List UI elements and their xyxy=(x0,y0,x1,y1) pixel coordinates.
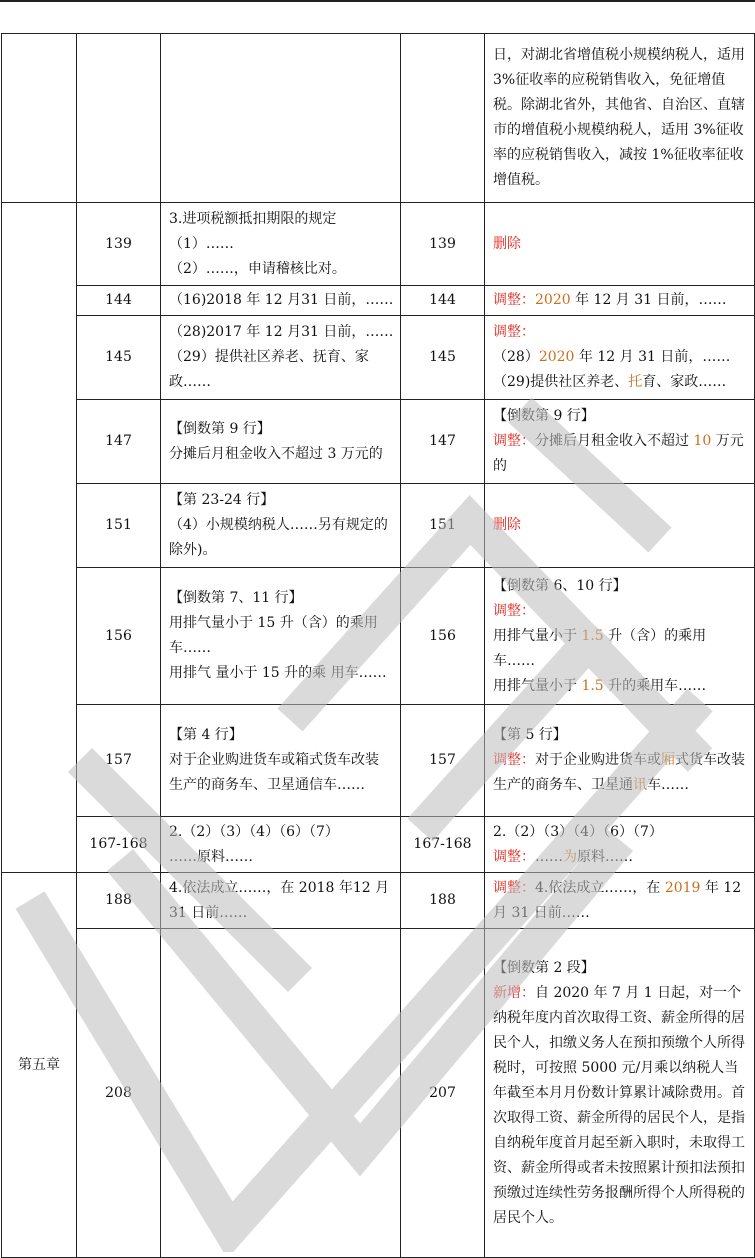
new-page-cell: 145 xyxy=(401,316,485,400)
old-line: 用排气 量小于 15 升的乘 用车…… xyxy=(169,665,387,681)
errata-table xyxy=(1,33,755,1258)
table-row xyxy=(2,286,755,316)
changed-value: 为 xyxy=(563,848,577,865)
old-page-cell: 147 xyxy=(77,400,161,484)
old-page-cell: 144 xyxy=(77,286,161,316)
new-line: （29)提供社区养老、 xyxy=(493,374,629,390)
changed-value: 2020 xyxy=(535,292,571,308)
new-text-cell xyxy=(485,929,755,1258)
changed-value: 10 xyxy=(693,433,712,449)
new-line: 自 2020 年 7 月 1 日起，对一个纳税年度内首次取得工资、薪金所得的居民个人，扣缴义务人在预扣预缴个人所得税时，可按照 5000 元/月乘以纳税人当年截至本月月份数计算累计减除费用。首次取得工资、薪金所得的居民个人，是指自纳税年度首月起至新入职时，未取得工资、薪金所得或者未按照累计预扣法预扣预缴过连续性劳务报酬所得个人所得税的居民个人。 xyxy=(493,984,745,1226)
old-line: 用排气量小于 15 升（含）的乘用车…… xyxy=(169,615,378,656)
table-row xyxy=(2,484,755,568)
adjust-label: 调整： xyxy=(493,879,535,896)
old-text-cell xyxy=(161,203,401,286)
delete-mark: 删除 xyxy=(493,517,521,533)
new-page-cell: 157 xyxy=(401,705,485,817)
new-heading: 【倒数第 2 段】 xyxy=(493,959,595,976)
old-text-cell xyxy=(161,705,401,817)
new-text-cell xyxy=(485,705,755,817)
changed-value: 2019 xyxy=(664,879,701,896)
old-page-cell: 151 xyxy=(77,484,161,568)
new-line: 育、家政…… xyxy=(642,374,727,390)
chapter-cell-prev xyxy=(2,34,77,203)
top-rule xyxy=(0,0,755,2)
changed-value: 厢 xyxy=(661,752,675,768)
new-page-cell: 188 xyxy=(401,873,485,929)
new-line: 用排气量小于 xyxy=(493,677,582,694)
old-text-cell xyxy=(161,568,401,705)
delete-mark: 删除 xyxy=(493,235,521,252)
old-text-cell xyxy=(161,286,401,316)
adjust-label: 调整： xyxy=(493,324,535,340)
old-page-cell: 139 xyxy=(77,203,161,286)
new-text: 日，对湖北省增值税小规模纳税人，适用 3%征收率的应税销售收入，免征增值税。除湖北省外，其他省、自治区、直辖市的增值税小规模纳税人，适用 3%征收率的应税销售收入，减按 1%征收率征收增值税。 xyxy=(493,47,745,188)
adjust-label: 调整： xyxy=(493,848,535,865)
new-page-cell: 156 xyxy=(401,568,485,705)
old-line: 【倒数第 9 行】 xyxy=(169,420,271,437)
old-line: ……原料…… xyxy=(169,848,253,865)
new-page-cell: 151 xyxy=(401,484,485,568)
add-label: 新增： xyxy=(493,984,535,1001)
new-line: 万元的 xyxy=(493,433,744,474)
table-row xyxy=(2,400,755,484)
table-row xyxy=(2,203,755,286)
old-text-cell xyxy=(161,400,401,484)
new-line: 升（含）的乘用车…… xyxy=(493,627,707,669)
new-page-cell: 139 xyxy=(401,203,485,286)
old-text-cell xyxy=(161,929,401,1258)
old-text-cell xyxy=(161,817,401,873)
new-line: 用排气量小于 xyxy=(493,627,582,644)
new-line: 车…… xyxy=(647,777,689,793)
old-line: 【第 4 行】 xyxy=(169,727,243,743)
new-page-cell: 144 xyxy=(401,286,485,316)
new-line: 年 12 月 31 日前，…… xyxy=(570,292,727,308)
changed-value: 讯 xyxy=(633,777,647,793)
table-row xyxy=(2,568,755,705)
changed-value: 1.5 xyxy=(581,627,604,644)
adjust-label: 调整： xyxy=(493,752,535,768)
new-text-cell xyxy=(485,568,755,705)
new-text-cell xyxy=(485,817,755,873)
new-heading: 【第 5 行】 xyxy=(493,727,567,743)
table-row xyxy=(2,705,755,817)
changed-value: 1.5 xyxy=(581,677,604,694)
old-page-cell: 145 xyxy=(77,316,161,400)
old-line: 分摊后月租金收入不超过 3 万元的 xyxy=(169,445,383,462)
old-page-cell: 157 xyxy=(77,705,161,817)
new-text-cell xyxy=(485,34,755,203)
old-text-cell xyxy=(161,484,401,568)
table-row xyxy=(2,34,755,203)
old-line: （16)2018 年 12 月31 日前，…… xyxy=(169,292,394,308)
table-row xyxy=(2,873,755,929)
old-page-cell xyxy=(77,34,161,203)
changed-value: 2020 xyxy=(538,349,575,365)
chapter-cell-prev-span xyxy=(2,203,77,873)
table-row xyxy=(2,929,755,1258)
new-text-cell xyxy=(485,400,755,484)
new-line: …… xyxy=(535,848,563,865)
old-line: 【第 23-24 行】 xyxy=(169,492,275,508)
old-line: （28)2017 年 12 月31 日前，…… xyxy=(169,324,394,340)
new-line: 4.依法成立……，在 xyxy=(535,879,665,896)
new-line: 年 12 月 31 日前，…… xyxy=(574,349,731,365)
new-line: 式货车改装生产的商务车、卫星通 xyxy=(493,752,745,793)
table-row xyxy=(2,817,755,873)
new-page-cell: 207 xyxy=(401,929,485,1258)
old-line: （29）提供社区养老、抚育、家政…… xyxy=(169,349,369,390)
new-page-cell xyxy=(401,34,485,203)
new-line: （28） xyxy=(493,349,539,365)
new-line: 分摊后月租金收入不超过 xyxy=(535,433,694,449)
old-line: 【倒数第 7、11 行】 xyxy=(169,590,303,606)
old-line: （4）小规模纳税人……另有规定的除外)。 xyxy=(169,517,388,558)
new-line: 年 12 月 31 日前…… xyxy=(493,879,742,921)
old-page-cell: 208 xyxy=(77,929,161,1258)
old-page-cell: 188 xyxy=(77,873,161,929)
old-line: （1）…… xyxy=(169,235,234,252)
old-line: 3.进项税额抵扣期限的规定 xyxy=(169,210,337,227)
chapter-label: 第五章 xyxy=(18,1056,60,1073)
old-text-cell xyxy=(161,873,401,929)
adjust-label: 调整： xyxy=(493,292,535,308)
new-page-cell: 147 xyxy=(401,400,485,484)
new-line: 升的乘用车…… xyxy=(603,677,707,694)
new-line: 对于企业购进货车或 xyxy=(535,752,661,768)
changed-value: 托 xyxy=(628,374,643,390)
old-line: 4.依法成立……，在 2018 年12 月 31 日前…… xyxy=(169,879,390,921)
new-text-cell xyxy=(485,873,755,929)
new-line: 原料…… xyxy=(577,848,633,865)
new-text-cell xyxy=(485,286,755,316)
old-line: 对于企业购进货车或箱式货车改装生产的商务车、卫星通信车…… xyxy=(169,752,379,793)
old-text-cell xyxy=(161,316,401,400)
new-page-cell: 167-168 xyxy=(401,817,485,873)
new-line: 2.（2）（3）（4）（6）（7） xyxy=(493,823,663,840)
old-line: 2.（2）（3）（4）（6）（7） xyxy=(169,823,339,840)
new-heading: 【倒数第 6、10 行】 xyxy=(493,577,627,594)
adjust-label: 调整： xyxy=(493,602,535,619)
old-page-cell: 156 xyxy=(77,568,161,705)
old-text-cell xyxy=(161,34,401,203)
chapter-cell xyxy=(2,873,77,1258)
new-text-cell xyxy=(485,484,755,568)
new-heading: 【倒数第 9 行】 xyxy=(493,408,595,424)
adjust-label: 调整： xyxy=(493,433,535,449)
old-line: （2）……，申请稽核比对。 xyxy=(169,260,346,277)
table-row xyxy=(2,316,755,400)
new-text-cell xyxy=(485,203,755,286)
old-page-cell: 167-168 xyxy=(77,817,161,873)
new-text-cell xyxy=(485,316,755,400)
